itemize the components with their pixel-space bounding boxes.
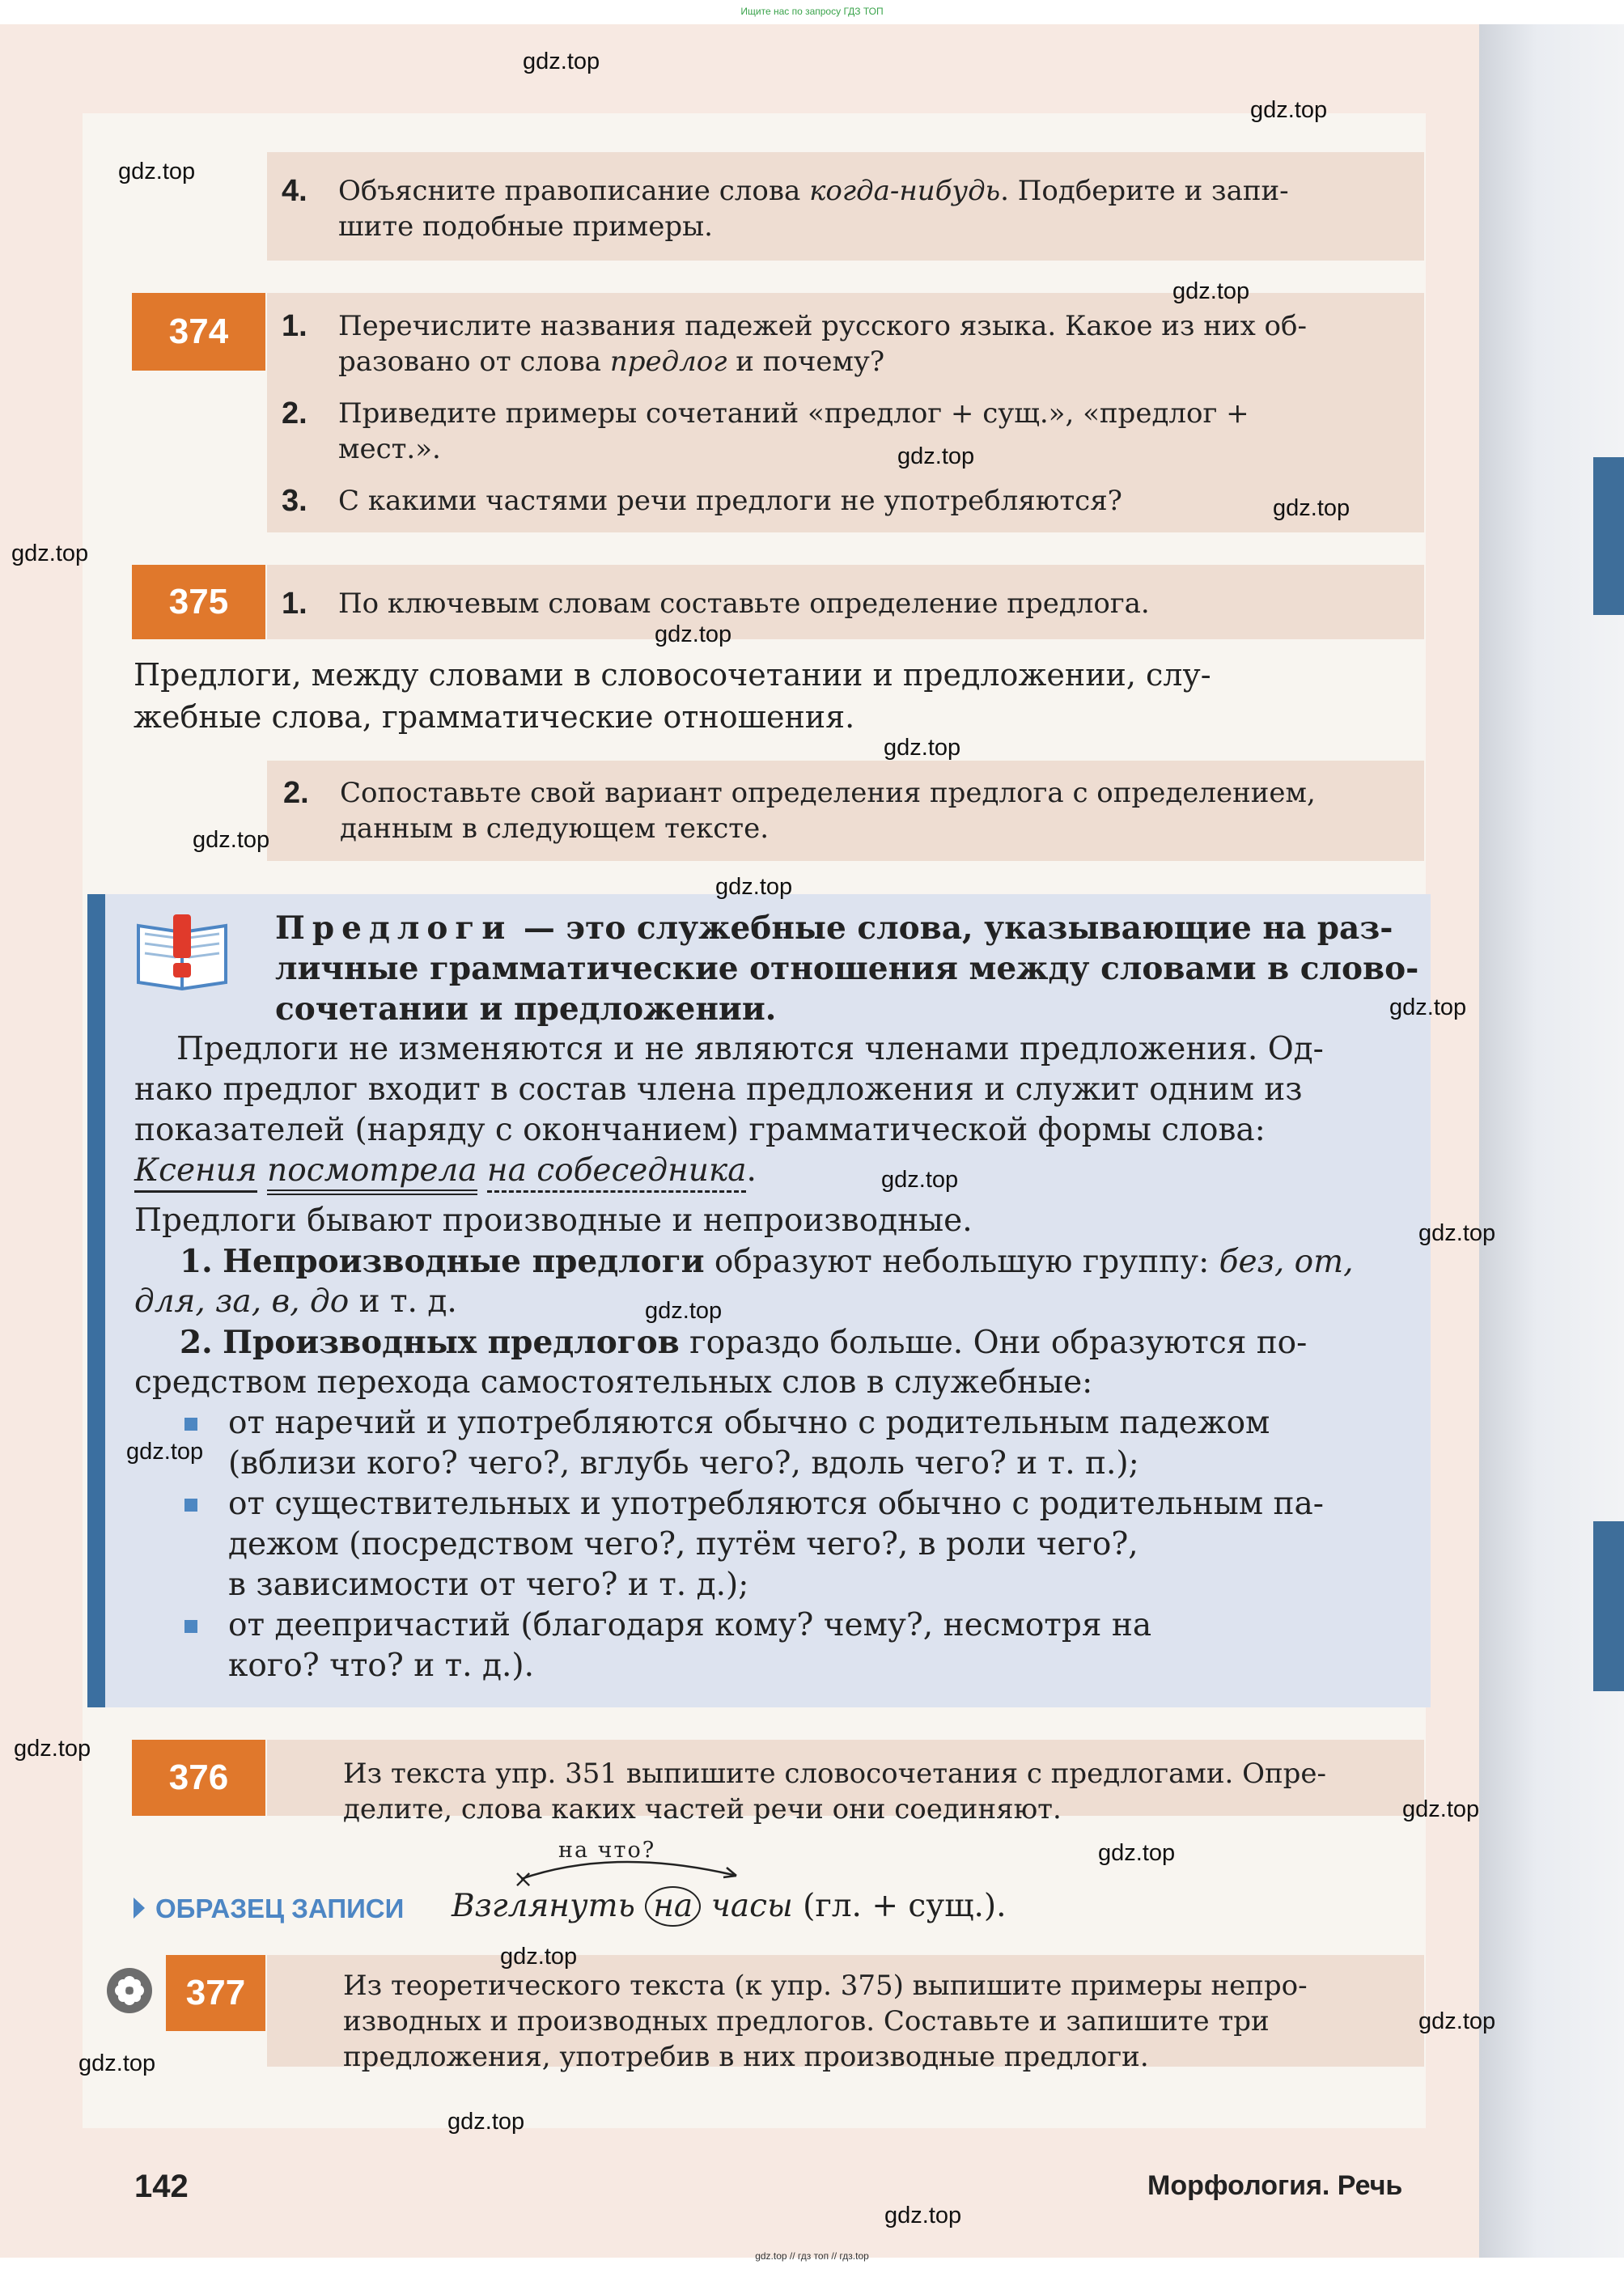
footer-note: gdz.top // гдз топ // гдз.top — [755, 2250, 869, 2262]
bullet-nouns-line-1: от существительных и употребляются обычно с родительным па- — [228, 1486, 1324, 1522]
page-edge-tab — [1593, 457, 1624, 615]
sample-preposition: на — [645, 1886, 701, 1927]
header-note: Ищите нас по запросу ГДЗ ТОП — [740, 6, 884, 17]
watermark: gdz.top — [78, 2050, 156, 2076]
exercise-377-text: Из теоретического текста (к упр. 375) выпишите примеры непро- изводных и производных предлогов. Составьте и запишите три предложения, употребив в них производные предлоги. — [343, 1970, 1308, 2073]
watermark: gdz.top — [715, 874, 793, 900]
watermark: gdz.top — [11, 541, 89, 566]
exercise-number: 374 — [132, 293, 265, 371]
theory-paragraph-1-line-2: нако предлог входит в состав члена предложения и служит одним из — [134, 1071, 1303, 1108]
derived-line-1: 2. Производных предлогов гораздо больше. Они образуются по- — [180, 1324, 1308, 1361]
example-subject: Ксения — [134, 1152, 257, 1193]
sample-cross: × — [513, 1865, 534, 1893]
question-375-1: 1. По ключевым словам составьте определение предлога. — [282, 587, 1150, 621]
bullet-nouns-line-2: дежом (посредством чего?, путём чего?, в роли чего?, — [228, 1526, 1138, 1563]
example-object: на собеседника — [487, 1152, 747, 1193]
nonderived-line-2: для, за, в, до и т. д. — [134, 1283, 457, 1320]
question-item-4: 4. Объясните правописание слова когда-нибудь. Подберите и запи- шите подобные примеры. — [282, 174, 1289, 243]
exercise-number: 375 — [132, 565, 265, 639]
page-edge-tab — [1593, 1521, 1624, 1691]
watermark: gdz.top — [881, 1167, 959, 1193]
watermark: gdz.top — [1273, 495, 1351, 521]
bullet-participles-line-1: от деепричастий (благодаря кому? чему?, несмотря на — [228, 1607, 1152, 1643]
exercise-376-text: Из текста упр. 351 выпишите словосочетания с предлогами. Опре- делите, слова каких частей речи они соединяют. — [343, 1758, 1327, 1826]
keywords-text: Предлоги, между словами в словосочетании и предложении, слу- жебные слова, грамматические отношения. — [134, 657, 1211, 735]
arrow-arc — [518, 1850, 744, 1882]
bullet-marker — [184, 1418, 197, 1431]
theory-accent-bar — [87, 894, 105, 1707]
nonderived-line-1: 1. Непроизводные предлоги образуют небольшую группу: без, от, — [180, 1243, 1354, 1280]
watermark: gdz.top — [1389, 994, 1467, 1020]
theory-paragraph-1-line-1: Предлоги не изменяются и не являются членами предложения. Од- — [176, 1031, 1324, 1067]
watermark: gdz.top — [1250, 97, 1328, 123]
theory-paragraph-2: Предлоги бывают производные и непроизводные. — [134, 1202, 973, 1239]
sample-label: ОБРАЗЕЦ ЗАПИСИ — [155, 1893, 405, 1923]
watermark: gdz.top — [126, 1439, 204, 1465]
watermark: gdz.top — [655, 621, 732, 647]
example-predicate: посмотрела — [267, 1152, 477, 1195]
watermark: gdz.top — [897, 443, 975, 469]
watermark: gdz.top — [884, 735, 961, 761]
watermark: gdz.top — [1418, 1220, 1496, 1246]
attention-book-icon — [134, 914, 231, 990]
watermark: gdz.top — [1418, 2008, 1496, 2034]
watermark: gdz.top — [645, 1298, 723, 1324]
definition-line-2: личные грамматические отношения между словами в слово- — [275, 950, 1419, 987]
watermark: gdz.top — [1172, 278, 1250, 304]
section-title: Морфология. Речь — [1147, 2170, 1403, 2201]
exercise-number: 377 — [166, 1955, 265, 2031]
book-spine — [1479, 24, 1624, 2258]
creative-task-icon — [107, 1968, 152, 2013]
question-375-2: 2. Сопоставьте свой вариант определения предлога с определением, данным в следующем тексте. — [283, 776, 1316, 845]
question-374-3: 3. С какими частями речи предлоги не употребляются? — [282, 484, 1122, 518]
exercise-number: 376 — [132, 1740, 265, 1816]
sample-question: на что? — [558, 1838, 656, 1863]
bullet-adverbs-line-2: (вблизи кого? чего?, вглубь чего?, вдоль чего? и т. п.); — [228, 1445, 1139, 1482]
watermark: gdz.top — [1098, 1840, 1176, 1866]
watermark: gdz.top — [447, 2109, 525, 2135]
watermark: gdz.top — [14, 1736, 91, 1762]
definition-line-3: сочетании и предложении. — [275, 990, 777, 1028]
derived-line-2: средством перехода самостоятельных слов в служебные: — [134, 1364, 1093, 1401]
definition-line-1: Предлоги — это служебные слова, указывающие на раз- — [275, 910, 1393, 947]
chevron-right-icon — [132, 1896, 146, 1920]
theory-paragraph-1-line-3: показателей (наряду с окончанием) грамматической формы слова: — [134, 1112, 1266, 1148]
bullet-marker — [184, 1620, 197, 1633]
watermark: gdz.top — [118, 159, 196, 184]
watermark: gdz.top — [884, 2203, 962, 2228]
watermark: gdz.top — [500, 1944, 578, 1970]
bullet-participles-line-2: кого? что? и т. д.). — [228, 1648, 535, 1684]
example-sentence: Ксения посмотрела на собеседника. — [134, 1151, 1429, 1191]
question-374-1: 1. Перечислите названия падежей русского языка. Какое из них об- разовано от слова предлог и почему? — [282, 309, 1307, 378]
bullet-nouns-line-3: в зависимости от чего? и т. д.); — [228, 1567, 749, 1603]
sample-phrase: Взглянуть на часы (гл. + сущ.). — [452, 1885, 1006, 1927]
bullet-adverbs-line-1: от наречий и употребляются обычно с родительным падежом — [228, 1405, 1270, 1441]
bullet-marker — [184, 1499, 197, 1512]
watermark: gdz.top — [1402, 1796, 1480, 1822]
watermark: gdz.top — [193, 827, 270, 853]
watermark: gdz.top — [523, 49, 600, 74]
page-number: 142 — [134, 2169, 189, 2204]
question-374-2: 2. Приведите примеры сочетаний «предлог + сущ.», «предлог + мест.». — [282, 397, 1249, 465]
